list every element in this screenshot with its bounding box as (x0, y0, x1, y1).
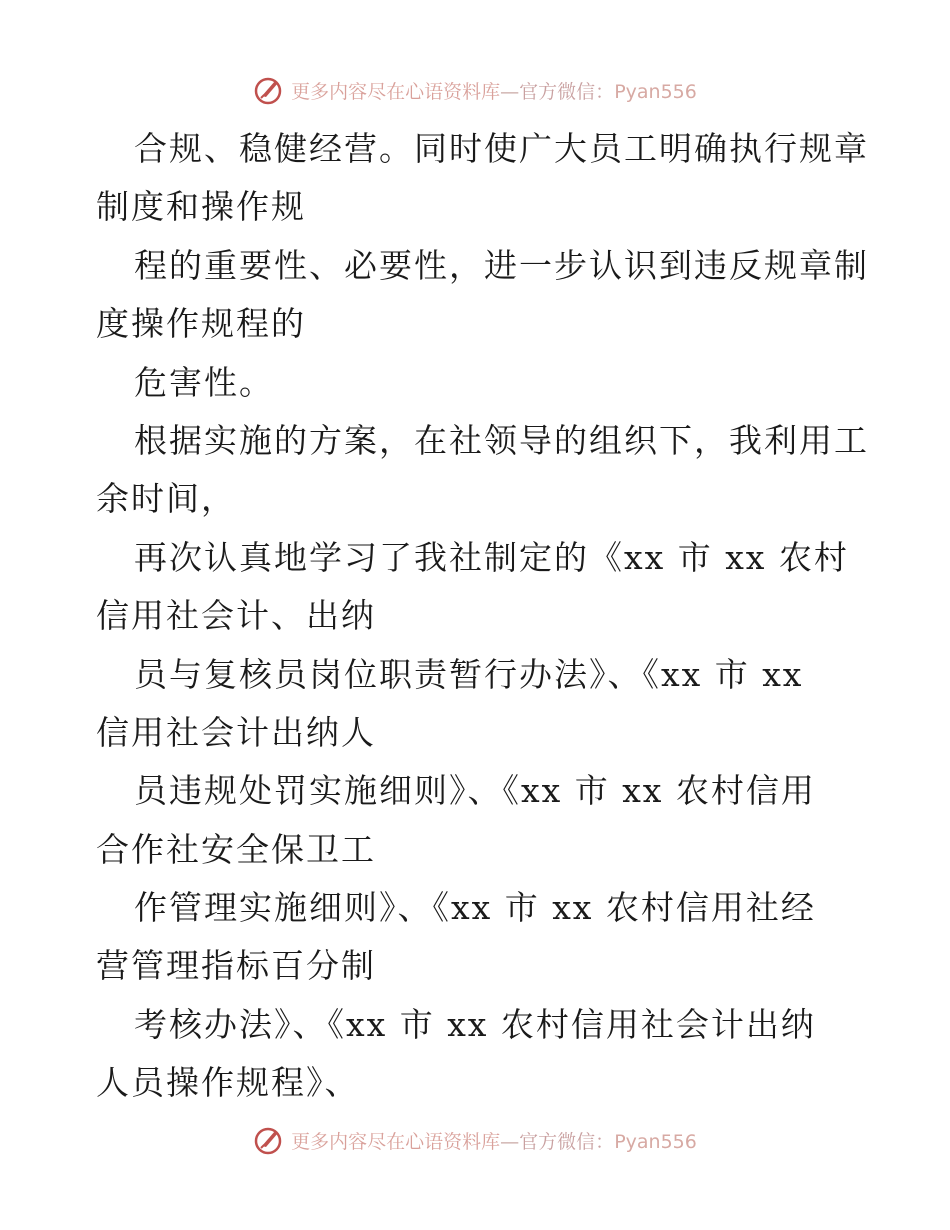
banner-wechat-id: Pyan556 (614, 1130, 697, 1153)
banner-title: 更多内容尽在心语资料库 (291, 1130, 501, 1153)
text-line: 营管理指标百分制 (96, 946, 376, 986)
banner-wechat-id: Pyan556 (614, 80, 697, 103)
body-text (96, 120, 876, 1113)
text-line: 再次认真地学习了我社制定的《xx 市 xx 农村 (134, 537, 849, 577)
quill-logo-icon (253, 1124, 285, 1156)
text-line: 员违规处罚实施细则》、《xx 市 xx 农村信用 (134, 771, 816, 811)
text-line: 根据实施的方案，在社领导的组织下，我利用工 (134, 420, 869, 460)
banner-separator: — (500, 1130, 520, 1153)
header-banner (0, 70, 950, 110)
text-line: 信用社会计、出纳 (96, 596, 376, 636)
banner-wechat-label: 官方微信： (519, 1130, 615, 1153)
text-line: 程的重要性、必要性，进一步认识到违反规章制 (134, 245, 869, 285)
banner-inner (253, 74, 697, 106)
banner-wechat-label: 官方微信： (519, 80, 615, 103)
text-line: 度操作规程的 (96, 304, 306, 344)
text-line: 员与复核员岗位职责暂行办法》、《xx 市 xx (134, 654, 804, 694)
text-line: 人员操作规程》、 (96, 1063, 360, 1103)
text-line: 合作社安全保卫工 (96, 829, 376, 869)
banner-separator: — (500, 80, 520, 103)
footer-banner (0, 1120, 950, 1160)
banner-text (291, 1127, 697, 1154)
text-line: 合规、稳健经营。同时使广大员工明确执行规章 (134, 129, 869, 168)
banner-inner (253, 1124, 697, 1156)
quill-logo-icon (253, 74, 285, 106)
text-line: 考核办法》、《xx 市 xx 农村信用社会计出纳 (134, 1004, 816, 1044)
text-line: 制度和操作规 (96, 187, 306, 227)
text-line: 余时间， (96, 479, 236, 519)
text-line: 信用社会计出纳人 (96, 712, 376, 752)
text-line: 作管理实施细则》、《xx 市 xx 农村信用社经 (134, 888, 816, 928)
banner-title: 更多内容尽在心语资料库 (291, 80, 501, 103)
banner-text (291, 77, 697, 104)
text-line: 危害性。 (134, 362, 274, 402)
